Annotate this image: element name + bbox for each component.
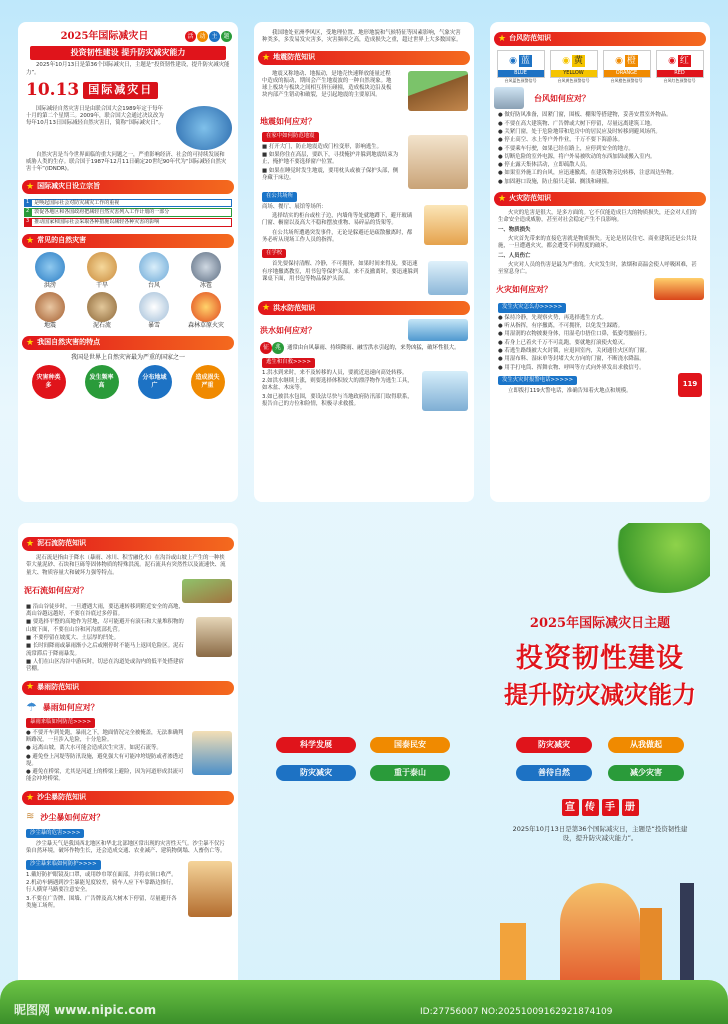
panel-earthquake-flood <box>254 22 474 502</box>
star-icon: ★ <box>26 682 35 693</box>
burning-house-image <box>654 278 704 300</box>
alarm-tag: 发生火灾时报警电话>>>>> <box>498 376 577 385</box>
typhoon-symbol-icon: ◉ <box>615 55 623 66</box>
fire-intro-text: 火灾的危害是很大，是多方面的。它不仅能造成巨大的物质损失，还会对人们的生命安全造成威胁，甚至对社会稳定产生不良影响。 <box>498 210 697 224</box>
sandstorm-protect-tag: 沙尘暴来临如何防护>>>> <box>26 860 101 869</box>
aim-item: 3 推动国家和国际社会采取各种措施以减轻各种灾害的影响 <box>24 218 232 227</box>
public-text-2: 在公共场所遭遇突发事件，无论是躲避还是疏散撤离时，都务必听从现场工作人员的指挥。 <box>262 229 413 243</box>
intro-text: 2025年10月13日是第36个国际减灾日，主题是“投资韧性建设，提升防灾减灾能力”。 <box>26 62 230 76</box>
panel-slogans <box>254 523 474 1003</box>
earthquake-disaster-item: 地震 <box>24 292 76 330</box>
home-tag: 在家中如何防范地震 <box>262 132 319 141</box>
flood-disaster-item: 洪涝 <box>24 252 76 290</box>
china-traits-row <box>22 365 234 399</box>
flood-sign-text: 通常由台风暴雨、持续降雨、融雪洪水引起的，来势凶猛，破坏性很大。 <box>287 344 460 351</box>
flood-tip: 1.洪水到来时，来不及转移的人员，要就近迅速向高处转移。 <box>262 369 408 376</box>
snowstorm-icon <box>139 292 169 322</box>
typhoon-tip: ● 不要乘车行驶，如果已经在路上，应停到安全的地方。 <box>498 145 634 152</box>
rainstorm-tip: ● 不要开车到处跑，暴雨之下，地面情况完全被掩盖，无法准确判断路况，一旦涉入危险，十分危险。 <box>26 729 184 743</box>
earthquake-image <box>408 71 468 111</box>
cover-slogan-pill: 减少灾害 <box>608 765 684 781</box>
fire-tip: ● 保持冷静，先观察火势，再选择逃生方式。 <box>498 314 607 321</box>
fire-tip: ● 听从指挥，有序撤离，不可拥挤，以免发生踩踏。 <box>498 323 624 330</box>
tree-leaves-decoration <box>610 523 710 593</box>
common-disasters-header: ★ 常见的自然灾害 <box>22 234 234 248</box>
star-icon: ★ <box>26 235 35 246</box>
fire-tip: ● 若逃生路线被大火封锁，应退回室内，关闭通往火区的门窗。 <box>498 347 650 354</box>
typhoon-symbol-icon: ◉ <box>509 55 517 66</box>
slogan-pill: 科学发展 <box>276 737 356 753</box>
cover-footnote: 2025年10月13日是第36个国际减灾日，主题是“投资韧性建设，提升防灾减灾能力”。 <box>512 825 688 842</box>
fire-phone-icon: 119 <box>678 373 702 397</box>
cover-title: 2025年国际减灾日主题 <box>529 616 671 631</box>
watermark-right: ID:27756007 NO:20251009162921874109 <box>420 1007 613 1017</box>
sandstorm-section-header: ★ 沙尘暴防范知识 <box>22 791 234 805</box>
trait-badge: 发生频率高 <box>85 365 119 399</box>
typhoon-icon <box>139 252 169 282</box>
rescue-car-image <box>422 371 468 411</box>
mudslide-tip: ■ 不要停留在坡度大、土层厚的凹处。 <box>26 635 120 642</box>
watermark-left: 昵图网 www.nipic.com <box>14 1003 157 1017</box>
fire-text-1: 火灾首先带来的直接危害就是物质损失。无论是居民住宅、商业建筑还是公共设施，一旦遭遇火灾，都会遭受不同程度的破坏。 <box>498 235 697 250</box>
climate-lead-text: 我国地处亚洲季风区，受地理位置、地形地貌和气候特征等因素影响，气象灾害种类多，多发易发灾害多，灾害频率之高，造成损失之重，超过世界上大多数国家。 <box>262 30 462 44</box>
fire-response-heading: 火灾如何应对？ <box>496 284 552 295</box>
rainstorm-response-heading: 暴雨如何应对？ <box>42 701 99 712</box>
flooded-house-image <box>192 731 232 775</box>
public-heading: 商场、餐厅、展馆等场所： <box>262 203 327 210</box>
typhoon-section-header: ★ 台风防范知识 <box>494 32 706 46</box>
theme-badge: 活 动 主 题 <box>185 31 232 42</box>
cover-slogan-pill: 善待自然 <box>516 765 592 781</box>
mudslide-section-header: ★ 泥石流防范知识 <box>22 537 234 551</box>
slogan-pill: 重于泰山 <box>370 765 450 781</box>
typhoon-symbol-icon: ◉ <box>562 55 570 66</box>
rainstorm-tag: 暴雨来临如何防范>>>> <box>26 718 95 727</box>
typhoon-tip: ● 切断危险的室外电源，将户外易被吹动的东西加固或搬入室内。 <box>498 153 656 160</box>
trait-badge: 灾害种类多 <box>32 365 66 399</box>
hail-icon <box>191 252 221 282</box>
earthquake-icon <box>35 292 65 322</box>
typhoon-tip: ● 如果室外施工的台风，应迅速撤离，在建筑物旁边转移，注意周边坠物。 <box>498 170 677 177</box>
public-place-tag: 在公共场所 <box>262 192 297 201</box>
typhoon-disaster-item: 台风 <box>128 252 180 290</box>
aim-section-header: ★ 国际减灾日设立宗旨 <box>22 180 234 194</box>
school-text: 首先要保持清醒、冷静，不可拥挤，如果时间来得及，要迅速有序地撤离教室，用书包等保护头部。来不及撤离时，要迅速躲到课桌下面，用书包等物品保护头部。 <box>262 261 419 283</box>
table-shelter-image <box>408 135 468 189</box>
fire-text-2: 火灾对人员的伤害是最为严重的。火灾发生时，浓烟和高温会使人呼吸困难，甚至窒息身亡。 <box>498 261 697 276</box>
disaster-icons-grid <box>24 252 232 330</box>
flood-tip: 3.如已被洪水包围，要设法尽快与当地政府防汛部门取得联系，报告自己的方位和险情，积极寻求救援。 <box>262 393 413 407</box>
forest-fire-icon <box>191 292 221 322</box>
mudslide-tip: ■ 要选择平整的高地作为营地，尽可能避开有滚石和大量堆积物的山坡下面，不要在山谷和河沟底部扎营。 <box>26 619 184 633</box>
flood-icon <box>35 252 65 282</box>
fire-what-to-do-tag: 发生火灾怎么办>>>>> <box>498 303 566 312</box>
typhoon-tip: ● 不要在高大建筑物、广告牌或大树下停留，尽量远离建筑工地。 <box>498 120 656 127</box>
star-icon: ★ <box>498 33 507 44</box>
day-history-text: 国际减轻自然灾害日是由联合国大会1989年定于每年十月的第二个星期三。2009年，联合国大会通过决议改为每年10月13日国际减轻自然灾害日，简称“国际减灾日”。 <box>26 105 164 127</box>
china-features-text: 我国是世界上自然灾害最为严重的国家之一 <box>70 354 185 362</box>
sandstorm-tip: 1.戴好防护眼镜及口罩，或用纱巾罩在面部，并将衣领口收严。 <box>26 871 177 878</box>
sign-badge: 征 兆 <box>260 342 284 354</box>
china-features-header: ★ 我国自然灾害的特点 <box>22 336 234 350</box>
panel1-title: 2025年国际减灾日 <box>60 31 149 42</box>
typhoon-tip: ● 做好防风准备，固紧门窗，围板、棚架等搭建物，妥善安置室外物品。 <box>498 112 672 119</box>
rainstorm-tip: ● 避免在桥梁，尤其是河道上的桥梁上避险，因为河道形成洪流可能会冲垮桥梁。 <box>26 769 184 783</box>
mudslide-text: 泥石流是指由于降水（暴雨、冰川、积雪融化水）在沟谷或山坡上产生的一种挟带大量泥砂、石块和巨砾等固体物质的特殊洪流。泥石流具有突然性以及流速快、流量大、物质容量大和破坏力强等特点。 <box>26 555 226 576</box>
brochure-outer-side <box>18 22 710 502</box>
typhoon-symbol-icon: ◉ <box>668 55 676 66</box>
typhoon-tip: ● 停止露天集体活动，立即疏散人员。 <box>498 162 591 169</box>
cover-headline-2: 提升防灾减灾能力 <box>504 680 696 709</box>
cover-slogan-pill: 从我做起 <box>608 737 684 753</box>
alarm-text: 立即拨打119火警电话，准确告知着火地点和规模。 <box>508 388 632 395</box>
rainstorm-section-header: ★ 暴雨防范知识 <box>22 681 234 695</box>
cover-headline-1: 投资韧性建设 <box>516 643 684 674</box>
earthquake-section-header: ★ 地震防范知识 <box>258 51 470 65</box>
earthquake-text: 地震又称地动、地振动，是地壳快速释放能量过程中造成的振动，期间会产生地震波的一种自然现象。地球上板块与板块之间相互挤压碰撞，造成板块边沿及板块内部产生错动和破裂，是引起地震的主要原因。 <box>262 70 392 99</box>
fire-heading-2: 二、人员伤亡 <box>498 252 531 259</box>
fire-tip: ● 用湿润的衣物披裹身体，用湿毛巾捂住口鼻，低姿弯腰前行。 <box>498 331 650 338</box>
manual-badge: 宣 传 手 册 <box>490 799 710 816</box>
disaster-significance-text: 自然灾害是当今世界面临的重大问题之一，严重影响经济、社会的可持续发展和威胁人类的生存。联合国于1987年12月11日确定20世纪90年代为“国际减轻自然灾害十年”(IDNDR)。 <box>26 151 227 173</box>
flood-tip: 2.如洪水继续上涨，则要选择体积较大的漂浮物作为逃生工具，如木盆、木床等。 <box>262 378 413 392</box>
brochure-inner-side <box>18 523 710 1003</box>
fire-tip: ● 若身上已着火千万不可乱跑，要就地打滚使火熄灭。 <box>498 339 629 346</box>
rain-cloud-icon: ☂ <box>26 699 37 714</box>
trait-badge: 分布地域广 <box>138 365 172 399</box>
fire-tip: ● 用手打电筒、挥舞衣物、呼叫等方式向外界发出求救信号。 <box>498 364 645 371</box>
aim-item: 2 敦促各地区和各国政府把减轻自然灾害列入工作计划的一部分 <box>24 208 232 217</box>
family-illustration <box>560 883 640 993</box>
drought-icon <box>87 252 117 282</box>
red-warning: ◉ 红 RED 台风红色预警信号 <box>656 50 704 83</box>
typhoon-tip: ● 加固港口设施，防止船只走锚、搁浅和碰撞。 <box>498 178 613 185</box>
mud-debris-image <box>196 617 232 657</box>
trait-badge: 造成损失严重 <box>191 365 225 399</box>
mudslide-response-heading: 泥石流如何应对？ <box>24 585 88 596</box>
panel-typhoon-fire <box>490 22 710 502</box>
star-icon: ★ <box>26 538 35 549</box>
flood-section-header: ★ 洪水防范知识 <box>258 301 470 315</box>
star-icon: ★ <box>26 792 35 803</box>
globe-image <box>176 106 232 150</box>
star-icon: ★ <box>262 52 271 63</box>
slogan-pill: 防灾减灾 <box>276 765 356 781</box>
typhoon-tip: ● 停止高空、水上等户外作业，千万不要下海游泳。 <box>498 137 624 144</box>
star-icon: ★ <box>498 193 507 204</box>
fire-section-header: ★ 火灾防范知识 <box>494 192 706 206</box>
fire-heading-1: 一、物质损失 <box>498 226 531 233</box>
panel-international-day <box>18 22 238 502</box>
mudslide-tip: ■ 长时间降雨或暴雨渐小之后或刚停时不能马上返回危险区。泥石流常滞后于降雨暴发。 <box>26 643 184 657</box>
panel-mudslide-rain-sand <box>18 523 238 1003</box>
sandstorm-harm-tag: 沙尘暴的危害>>>> <box>26 829 84 838</box>
sandstorm-icon: ≋ <box>26 811 35 823</box>
escape-tag: 逃生和自救>>>> <box>262 358 315 367</box>
blue-warning: ◉ 蓝 BLUE 台风蓝色预警信号 <box>497 50 545 83</box>
school-tag: 在学校 <box>262 249 286 258</box>
orange-warning: ◉ 橙 ORANGE 台风橙色预警信号 <box>603 50 651 83</box>
star-icon: ★ <box>26 181 35 192</box>
typhoon-response-heading: 台风如何应对？ <box>534 92 590 103</box>
star-icon: ★ <box>262 303 271 314</box>
star-icon: ★ <box>26 338 35 349</box>
slogan-pill: 国泰民安 <box>370 737 450 753</box>
drought-disaster-item: 干旱 <box>76 252 128 290</box>
hail-disaster-item: 冰雹 <box>180 252 232 290</box>
panel-cover <box>490 523 710 1003</box>
mudslide-tip: ■ 人们在山区沟谷中游玩时，切忌在沟道处或沟内的低平处搭建宿营棚。 <box>26 658 184 673</box>
rainstorm-tip: ● 避免登上河堤等防汛设施，避免强大有可能冲垮堤防或者渗透过堤。 <box>26 753 184 767</box>
sandstorm-response-heading: 沙尘暴如何应对？ <box>40 811 105 822</box>
school-image <box>428 261 468 295</box>
yellow-warning: ◉ 黄 YELLOW 台风黄色预警信号 <box>550 50 598 83</box>
flood-response-heading: 洪水如何应对？ <box>260 325 316 336</box>
flood-image <box>408 319 468 341</box>
crowd-image <box>424 205 468 245</box>
theme-banner: 投资韧性建设 提升防灾减灾能力 <box>30 46 226 61</box>
sandstorm-text: 沙尘暴天气是我国西北地区和华北北部地区常出现的灾害性天气。沙尘暴不仅污染自然环境，破坏作物生长，还会造成交通、农业减产、建筑物倒塌、人畜伤亡等。 <box>26 840 226 855</box>
sandstorm-tip: 2.机动车辆遇到沙尘暴能见度较差，骑车人应下车靠路边推行，行人横穿马路要注意安全。 <box>26 880 177 894</box>
landslide-image <box>182 579 232 603</box>
rainstorm-tip: ● 远离山坡，离大水可能会造成次生灾害，如泥石流等。 <box>26 745 162 752</box>
mudslide-icon <box>87 292 117 322</box>
day-name: 国际减灾日 <box>83 82 158 99</box>
public-text: 选择结实的柜台或柱子边，内墙角等处就地蹲下，避开玻璃门窗、橱窗以及高大不稳和摆放重物、易碎品的货架等。 <box>262 212 413 227</box>
warning-levels <box>494 50 706 83</box>
home-tip: ■ 如果你住在高层，要趴下，寻找掩护并躲到地震结束为止，掩护地不要选择窗户位置。 <box>262 151 399 166</box>
forest-fire-disaster-item: 森林草原火灾 <box>180 292 232 330</box>
cover-slogan-pill: 防灾减灾 <box>516 737 592 753</box>
day-number: 10.13 <box>26 79 80 100</box>
dust-storm-person-image <box>188 861 232 917</box>
snowstorm-disaster-item: 暴雪 <box>128 292 180 330</box>
mudslide-disaster-item: 泥石流 <box>76 292 128 330</box>
earthquake-response-heading: 地震如何应对？ <box>260 115 316 126</box>
sandstorm-tip: 3.不要在广告牌、围墙、广告牌及高大树木下停留，尽量避开各类施工场所。 <box>26 895 177 909</box>
home-tip: ■ 打开大门，防止地震造成门柱变形，影响逃生。 <box>262 143 383 150</box>
typhoon-tip: ● 关紧门窗，处于危险地带和危房中的居民应及时转移到避风场所。 <box>498 128 661 135</box>
aim-item: 1 是唤起国际社会对防灾减灾工作的重视 <box>24 199 232 208</box>
home-tip: ■ 如果在睡觉时发生地震，要用枕头或被子保护头部，侧身藏于床边。 <box>262 167 399 181</box>
fire-tip: ● 用湿布料、湿床单等封堵大火方向的门窗，不断浇水降温。 <box>498 356 645 363</box>
typhoon-house-image <box>494 87 524 109</box>
mudslide-tip: ■ 沿山谷徒步时，一旦遭遇大雨，要迅速转移到附近安全的高地，离山谷越远越好，不要在谷底过多停留。 <box>26 603 184 618</box>
